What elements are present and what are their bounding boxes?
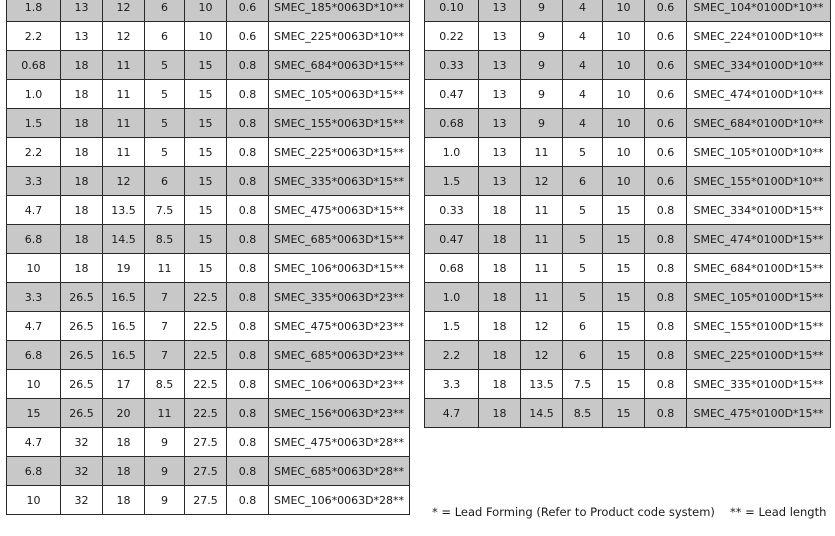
length-cell: 16.5 (103, 341, 145, 370)
capacitance-cell: 3.3 (425, 370, 479, 399)
table-row (7, 457, 410, 486)
wire-diameter-cell: 0.8 (227, 428, 269, 457)
wire-diameter-cell: 0.8 (227, 138, 269, 167)
capacitance-cell: 0.68 (7, 51, 61, 80)
pitch-cell: 10 (603, 51, 645, 80)
height-cell: 9 (145, 457, 185, 486)
pitch-cell: 27.5 (185, 428, 227, 457)
pitch-cell: 22.5 (185, 283, 227, 312)
pitch-cell: 15 (603, 283, 645, 312)
wire-diameter-cell: 0.8 (227, 312, 269, 341)
height-cell: 11 (145, 254, 185, 283)
left-spec-table-body (7, 0, 410, 515)
wire-diameter-cell: 0.8 (227, 254, 269, 283)
wire-diameter-cell: 0.6 (645, 22, 687, 51)
product-code-cell: SMEC_684*0100D*15** (687, 254, 831, 283)
height-cell: 7 (145, 312, 185, 341)
length-cell: 18 (103, 486, 145, 515)
table-row (7, 341, 410, 370)
height-cell: 6 (563, 341, 603, 370)
product-code-cell: SMEC_155*0100D*15** (687, 312, 831, 341)
pitch-cell: 15 (185, 196, 227, 225)
capacitance-cell: 2.2 (7, 22, 61, 51)
length-cell: 11 (103, 109, 145, 138)
product-code-cell: SMEC_224*0100D*10** (687, 22, 831, 51)
table-row (7, 109, 410, 138)
height-cell: 11 (145, 399, 185, 428)
product-code-cell: SMEC_335*0100D*15** (687, 370, 831, 399)
length-cell: 11 (521, 254, 563, 283)
pitch-cell: 10 (185, 22, 227, 51)
capacitance-cell: 3.3 (7, 283, 61, 312)
diameter-cell: 32 (61, 486, 103, 515)
height-cell: 8.5 (563, 399, 603, 428)
capacitance-cell: 1.5 (425, 167, 479, 196)
height-cell: 5 (145, 109, 185, 138)
pitch-cell: 15 (185, 109, 227, 138)
capacitance-cell: 6.8 (7, 341, 61, 370)
wire-diameter-cell: 0.8 (227, 486, 269, 515)
table-row (425, 167, 831, 196)
wire-diameter-cell: 0.6 (645, 0, 687, 22)
length-cell: 11 (103, 51, 145, 80)
capacitance-cell: 0.10 (425, 0, 479, 22)
table-row (7, 254, 410, 283)
height-cell: 8.5 (145, 225, 185, 254)
pitch-cell: 22.5 (185, 341, 227, 370)
diameter-cell: 13 (479, 167, 521, 196)
height-cell: 7 (145, 341, 185, 370)
right-spec-table (424, 0, 831, 428)
diameter-cell: 18 (61, 138, 103, 167)
wire-diameter-cell: 0.8 (645, 399, 687, 428)
table-row (425, 22, 831, 51)
diameter-cell: 32 (61, 428, 103, 457)
table-row (7, 428, 410, 457)
pitch-cell: 15 (603, 254, 645, 283)
product-code-cell: SMEC_685*0063D*15** (269, 225, 410, 254)
footnote-lead-forming: * = Lead Forming (Refer to Product code system) (432, 505, 715, 519)
diameter-cell: 26.5 (61, 399, 103, 428)
pitch-cell: 27.5 (185, 486, 227, 515)
wire-diameter-cell: 0.8 (227, 225, 269, 254)
capacitance-cell: 1.0 (7, 80, 61, 109)
table-row (7, 22, 410, 51)
product-code-cell: SMEC_685*0063D*28** (269, 457, 410, 486)
height-cell: 5 (145, 138, 185, 167)
pitch-cell: 22.5 (185, 370, 227, 399)
table-row (7, 283, 410, 312)
capacitance-cell: 6.8 (7, 457, 61, 486)
height-cell: 9 (145, 486, 185, 515)
capacitance-cell: 10 (7, 370, 61, 399)
pitch-cell: 10 (185, 0, 227, 22)
table-row (425, 283, 831, 312)
diameter-cell: 18 (61, 254, 103, 283)
product-code-cell: SMEC_225*0063D*10** (269, 22, 410, 51)
diameter-cell: 13 (61, 0, 103, 22)
capacitance-cell: 1.8 (7, 0, 61, 22)
pitch-cell: 15 (185, 225, 227, 254)
pitch-cell: 15 (185, 80, 227, 109)
product-code-cell: SMEC_155*0063D*15** (269, 109, 410, 138)
diameter-cell: 18 (479, 254, 521, 283)
height-cell: 9 (145, 428, 185, 457)
table-row (7, 80, 410, 109)
capacitance-cell: 1.5 (7, 109, 61, 138)
wire-diameter-cell: 0.6 (645, 167, 687, 196)
table-row (7, 138, 410, 167)
diameter-cell: 26.5 (61, 370, 103, 399)
pitch-cell: 15 (603, 370, 645, 399)
diameter-cell: 13 (479, 138, 521, 167)
length-cell: 18 (103, 457, 145, 486)
length-cell: 14.5 (521, 399, 563, 428)
height-cell: 6 (145, 22, 185, 51)
pitch-cell: 15 (185, 254, 227, 283)
capacitance-cell: 2.2 (425, 341, 479, 370)
diameter-cell: 26.5 (61, 341, 103, 370)
height-cell: 6 (563, 312, 603, 341)
table-row (7, 486, 410, 515)
table-row (7, 399, 410, 428)
table-row (7, 312, 410, 341)
diameter-cell: 26.5 (61, 312, 103, 341)
diameter-cell: 13 (479, 0, 521, 22)
product-code-cell: SMEC_334*0100D*10** (687, 51, 831, 80)
pitch-cell: 15 (185, 138, 227, 167)
capacitance-cell: 0.33 (425, 196, 479, 225)
wire-diameter-cell: 0.8 (227, 167, 269, 196)
pitch-cell: 22.5 (185, 312, 227, 341)
diameter-cell: 18 (61, 225, 103, 254)
wire-diameter-cell: 0.8 (645, 225, 687, 254)
pitch-cell: 10 (603, 167, 645, 196)
table-row (7, 196, 410, 225)
capacitance-cell: 10 (7, 486, 61, 515)
wire-diameter-cell: 0.8 (227, 51, 269, 80)
product-code-cell: SMEC_684*0063D*15** (269, 51, 410, 80)
height-cell: 5 (563, 254, 603, 283)
wire-diameter-cell: 0.6 (227, 0, 269, 22)
wire-diameter-cell: 0.8 (645, 341, 687, 370)
length-cell: 13.5 (103, 196, 145, 225)
wire-diameter-cell: 0.8 (645, 312, 687, 341)
product-code-cell: SMEC_106*0063D*15** (269, 254, 410, 283)
capacitance-cell: 0.47 (425, 80, 479, 109)
product-code-cell: SMEC_475*0063D*28** (269, 428, 410, 457)
table-row (425, 80, 831, 109)
height-cell: 4 (563, 109, 603, 138)
length-cell: 12 (521, 341, 563, 370)
diameter-cell: 18 (61, 51, 103, 80)
table-row (425, 138, 831, 167)
product-code-cell: SMEC_185*0063D*10** (269, 0, 410, 22)
length-cell: 16.5 (103, 283, 145, 312)
length-cell: 11 (521, 283, 563, 312)
pitch-cell: 15 (603, 312, 645, 341)
diameter-cell: 18 (61, 196, 103, 225)
capacitance-cell: 10 (7, 254, 61, 283)
length-cell: 12 (521, 167, 563, 196)
table-row (7, 51, 410, 80)
diameter-cell: 13 (479, 51, 521, 80)
table-row (425, 196, 831, 225)
diameter-cell: 13 (479, 80, 521, 109)
wire-diameter-cell: 0.8 (645, 196, 687, 225)
diameter-cell: 13 (61, 22, 103, 51)
diameter-cell: 18 (479, 225, 521, 254)
length-cell: 20 (103, 399, 145, 428)
height-cell: 4 (563, 22, 603, 51)
diameter-cell: 18 (479, 399, 521, 428)
capacitance-cell: 6.8 (7, 225, 61, 254)
product-code-cell: SMEC_474*0100D*10** (687, 80, 831, 109)
pitch-cell: 15 (185, 167, 227, 196)
product-code-cell: SMEC_475*0063D*15** (269, 196, 410, 225)
capacitance-cell: 4.7 (7, 428, 61, 457)
wire-diameter-cell: 0.6 (645, 80, 687, 109)
wire-diameter-cell: 0.8 (227, 196, 269, 225)
length-cell: 9 (521, 0, 563, 22)
diameter-cell: 13 (479, 22, 521, 51)
wire-diameter-cell: 0.8 (645, 370, 687, 399)
diameter-cell: 18 (479, 312, 521, 341)
length-cell: 9 (521, 109, 563, 138)
height-cell: 6 (563, 167, 603, 196)
pitch-cell: 10 (603, 109, 645, 138)
wire-diameter-cell: 0.8 (645, 283, 687, 312)
wire-diameter-cell: 0.6 (645, 109, 687, 138)
diameter-cell: 32 (61, 457, 103, 486)
capacitance-cell: 0.47 (425, 225, 479, 254)
wire-diameter-cell: 0.8 (227, 399, 269, 428)
length-cell: 11 (521, 138, 563, 167)
diameter-cell: 18 (61, 109, 103, 138)
wire-diameter-cell: 0.8 (645, 254, 687, 283)
product-code-cell: SMEC_475*0100D*15** (687, 399, 831, 428)
wire-diameter-cell: 0.8 (227, 80, 269, 109)
table-row (425, 370, 831, 399)
height-cell: 4 (563, 51, 603, 80)
capacitance-cell: 4.7 (425, 399, 479, 428)
table-row (425, 312, 831, 341)
length-cell: 17 (103, 370, 145, 399)
wire-diameter-cell: 0.8 (227, 457, 269, 486)
length-cell: 19 (103, 254, 145, 283)
pitch-cell: 10 (603, 0, 645, 22)
length-cell: 18 (103, 428, 145, 457)
length-cell: 12 (103, 167, 145, 196)
product-code-cell: SMEC_475*0063D*23** (269, 312, 410, 341)
length-cell: 9 (521, 22, 563, 51)
wire-diameter-cell: 0.6 (645, 51, 687, 80)
product-code-cell: SMEC_225*0063D*15** (269, 138, 410, 167)
length-cell: 11 (103, 80, 145, 109)
length-cell: 12 (103, 0, 145, 22)
wire-diameter-cell: 0.8 (227, 283, 269, 312)
height-cell: 5 (563, 138, 603, 167)
capacitance-cell: 4.7 (7, 196, 61, 225)
wire-diameter-cell: 0.6 (227, 22, 269, 51)
height-cell: 5 (145, 51, 185, 80)
right-spec-table-body (425, 0, 831, 428)
length-cell: 9 (521, 80, 563, 109)
capacitance-cell: 1.0 (425, 138, 479, 167)
wire-diameter-cell: 0.8 (227, 370, 269, 399)
capacitance-cell: 0.22 (425, 22, 479, 51)
product-code-cell: SMEC_684*0100D*10** (687, 109, 831, 138)
table-row (7, 225, 410, 254)
length-cell: 14.5 (103, 225, 145, 254)
length-cell: 13.5 (521, 370, 563, 399)
diameter-cell: 26.5 (61, 283, 103, 312)
height-cell: 5 (563, 283, 603, 312)
pitch-cell: 15 (603, 196, 645, 225)
pitch-cell: 15 (603, 399, 645, 428)
capacitance-cell: 2.2 (7, 138, 61, 167)
product-code-cell: SMEC_685*0063D*23** (269, 341, 410, 370)
pitch-cell: 15 (603, 341, 645, 370)
pitch-cell: 10 (603, 22, 645, 51)
capacitance-cell: 15 (7, 399, 61, 428)
product-code-cell: SMEC_104*0100D*10** (687, 0, 831, 22)
table-row (425, 51, 831, 80)
wire-diameter-cell: 0.8 (227, 341, 269, 370)
capacitance-cell: 1.0 (425, 283, 479, 312)
length-cell: 9 (521, 51, 563, 80)
wire-diameter-cell: 0.6 (645, 138, 687, 167)
diameter-cell: 18 (479, 370, 521, 399)
height-cell: 5 (563, 225, 603, 254)
pitch-cell: 27.5 (185, 457, 227, 486)
height-cell: 6 (145, 167, 185, 196)
height-cell: 7 (145, 283, 185, 312)
height-cell: 5 (563, 196, 603, 225)
diameter-cell: 18 (479, 283, 521, 312)
height-cell: 6 (145, 0, 185, 22)
height-cell: 4 (563, 80, 603, 109)
length-cell: 12 (521, 312, 563, 341)
length-cell: 11 (521, 225, 563, 254)
length-cell: 11 (521, 196, 563, 225)
capacitance-cell: 4.7 (7, 312, 61, 341)
diameter-cell: 13 (479, 109, 521, 138)
product-code-cell: SMEC_335*0063D*23** (269, 283, 410, 312)
product-code-cell: SMEC_105*0100D*10** (687, 138, 831, 167)
diameter-cell: 18 (61, 80, 103, 109)
length-cell: 16.5 (103, 312, 145, 341)
pitch-cell: 10 (603, 80, 645, 109)
product-code-cell: SMEC_156*0063D*23** (269, 399, 410, 428)
table-row (425, 341, 831, 370)
pitch-cell: 22.5 (185, 399, 227, 428)
length-cell: 12 (103, 22, 145, 51)
product-code-cell: SMEC_106*0063D*28** (269, 486, 410, 515)
table-row (425, 0, 831, 22)
capacitance-cell: 0.68 (425, 254, 479, 283)
table-row (425, 225, 831, 254)
height-cell: 7.5 (145, 196, 185, 225)
pitch-cell: 10 (603, 138, 645, 167)
diameter-cell: 18 (61, 167, 103, 196)
capacitance-cell: 1.5 (425, 312, 479, 341)
product-code-cell: SMEC_334*0100D*15** (687, 196, 831, 225)
table-row (7, 0, 410, 22)
product-code-cell: SMEC_106*0063D*23** (269, 370, 410, 399)
product-code-cell: SMEC_225*0100D*15** (687, 341, 831, 370)
product-code-cell: SMEC_474*0100D*15** (687, 225, 831, 254)
left-spec-table (6, 0, 410, 515)
product-code-cell: SMEC_105*0100D*15** (687, 283, 831, 312)
height-cell: 4 (563, 0, 603, 22)
length-cell: 11 (103, 138, 145, 167)
capacitance-cell: 0.33 (425, 51, 479, 80)
table-row (425, 399, 831, 428)
table-row (425, 109, 831, 138)
height-cell: 8.5 (145, 370, 185, 399)
table-row (425, 254, 831, 283)
footnote-lead-length: ** = Lead length (730, 505, 827, 519)
height-cell: 7.5 (563, 370, 603, 399)
pitch-cell: 15 (603, 225, 645, 254)
wire-diameter-cell: 0.8 (227, 109, 269, 138)
diameter-cell: 18 (479, 196, 521, 225)
height-cell: 5 (145, 80, 185, 109)
capacitance-cell: 3.3 (7, 167, 61, 196)
table-row (7, 370, 410, 399)
diameter-cell: 18 (479, 341, 521, 370)
table-row (7, 167, 410, 196)
product-code-cell: SMEC_335*0063D*15** (269, 167, 410, 196)
product-code-cell: SMEC_105*0063D*15** (269, 80, 410, 109)
pitch-cell: 15 (185, 51, 227, 80)
product-code-cell: SMEC_155*0100D*10** (687, 167, 831, 196)
capacitance-cell: 0.68 (425, 109, 479, 138)
